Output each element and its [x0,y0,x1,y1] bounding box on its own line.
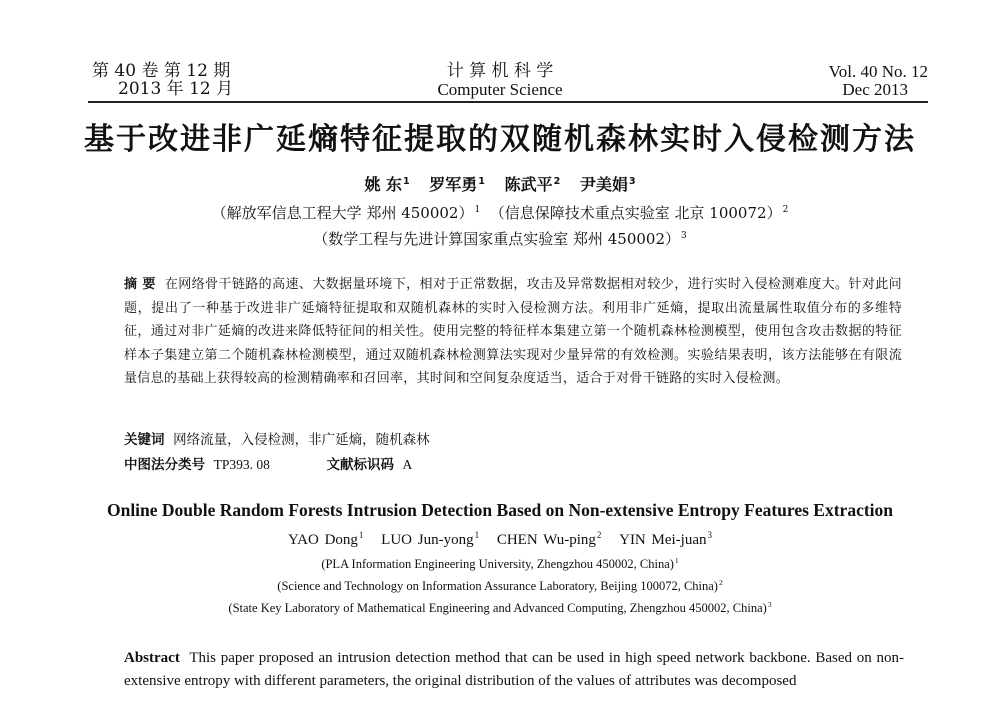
affiliation-en-1: (PLA Information Engineering University, Zhengzhou 450002, China)$^1$ [321,555,679,571]
abstract-zh-text: 在网络骨干链路的高速、大数据量环境下，相对于正常数据，攻击及异常数据相对较少，进行实时入侵检测难度大。针对此问题，提出了一种基于改进非广延熵特征提取和双随机森林的实时入侵检测方法。利用非广延熵，提取出流量属性取值分布的多维特征，通过对非广延熵的改进来降低特征间的相关性。使用完整的特征样本集建立第一个随机森林检测模型，使用包含攻击数据的特征样本子集建立第二个随机森林检测模型，通过双随机森林检测算法实现对少量异常的有效检测。实验结果表明，该方法能够在有限流量信息的基础上获得较高的检测精确率和召回率，其时间和空间复杂度适当，适合于对骨干链路的实时入侵检测。 [124,277,902,386]
author-en: CHEN Wu-ping$^2$ [496,530,602,548]
authors-zh [0,172,1000,195]
affiliation-en-2: (Science and Technology on Information Assurance Laboratory, Beijing 100072, China)$^2$ [277,577,723,593]
journal-name-en: Computer Science [437,80,563,99]
author-en: YAO Dong$^1$ [287,530,364,548]
affiliation-zh-line2: （数学工程与先进计算国家重点实验室 郑州 450002）$^3$ [313,230,687,248]
journal-volume-en: Vol. 40 No. 12 [828,62,928,81]
abstract-zh-label: 摘 要 [124,277,156,292]
author-zh: 罗军勇$^1$ [429,175,485,194]
journal-volume-zh: 第 40 卷 第 12 期 [92,61,231,81]
author-zh: 陈武平$^2$ [504,175,561,194]
author-en: YIN Mei-juan$^3$ [619,530,713,548]
keywords-zh: 关键词 网络流量，入侵检测，非广延熵，随机森林 [124,432,430,448]
affiliation-zh-line1: （解放军信息工程大学 郑州 450002）$^1$ （信息保障技术重点实验室 北京 100072）$^2$ [211,204,789,222]
paper-title-en: Online Double Random Forests Intrusion Detection Based on Non-extensive Entropy Features Extraction [106,500,894,520]
journal-date-en: Dec 2013 [842,80,908,99]
classification-line: 中图法分类号 TP393. 08 文献标识码 A [124,457,413,473]
authors-en [0,532,1000,549]
affiliation-en-3: (State Key Laboratory of Mathematical Engineering and Advanced Computing, Zhengzhou 450002, China)$^3$ [228,599,772,615]
abstract-en-text: This paper proposed an intrusion detection method that can be used in high speed network backbone. Based on non-extensive entropy with different parameters, the original distribution of the values of attributes was decomposed [124,650,904,689]
abstract-zh [124,273,902,391]
author-zh: 姚 东$^1$ [364,175,410,194]
author-zh: 尹美娟$^3$ [579,175,636,194]
journal-date-zh: 2013 年 12 月 [118,79,234,99]
abstract-en [124,647,904,693]
author-en: LUO Jun-yong$^1$ [381,530,480,548]
header-rule [88,101,928,103]
paper-title-zh: 基于改进非广延熵特征提取的双随机森林实时入侵检测方法 [84,122,916,157]
abstract-en-label: Abstract [124,650,180,666]
journal-name-zh: 计 算 机 科 学 [446,61,554,81]
